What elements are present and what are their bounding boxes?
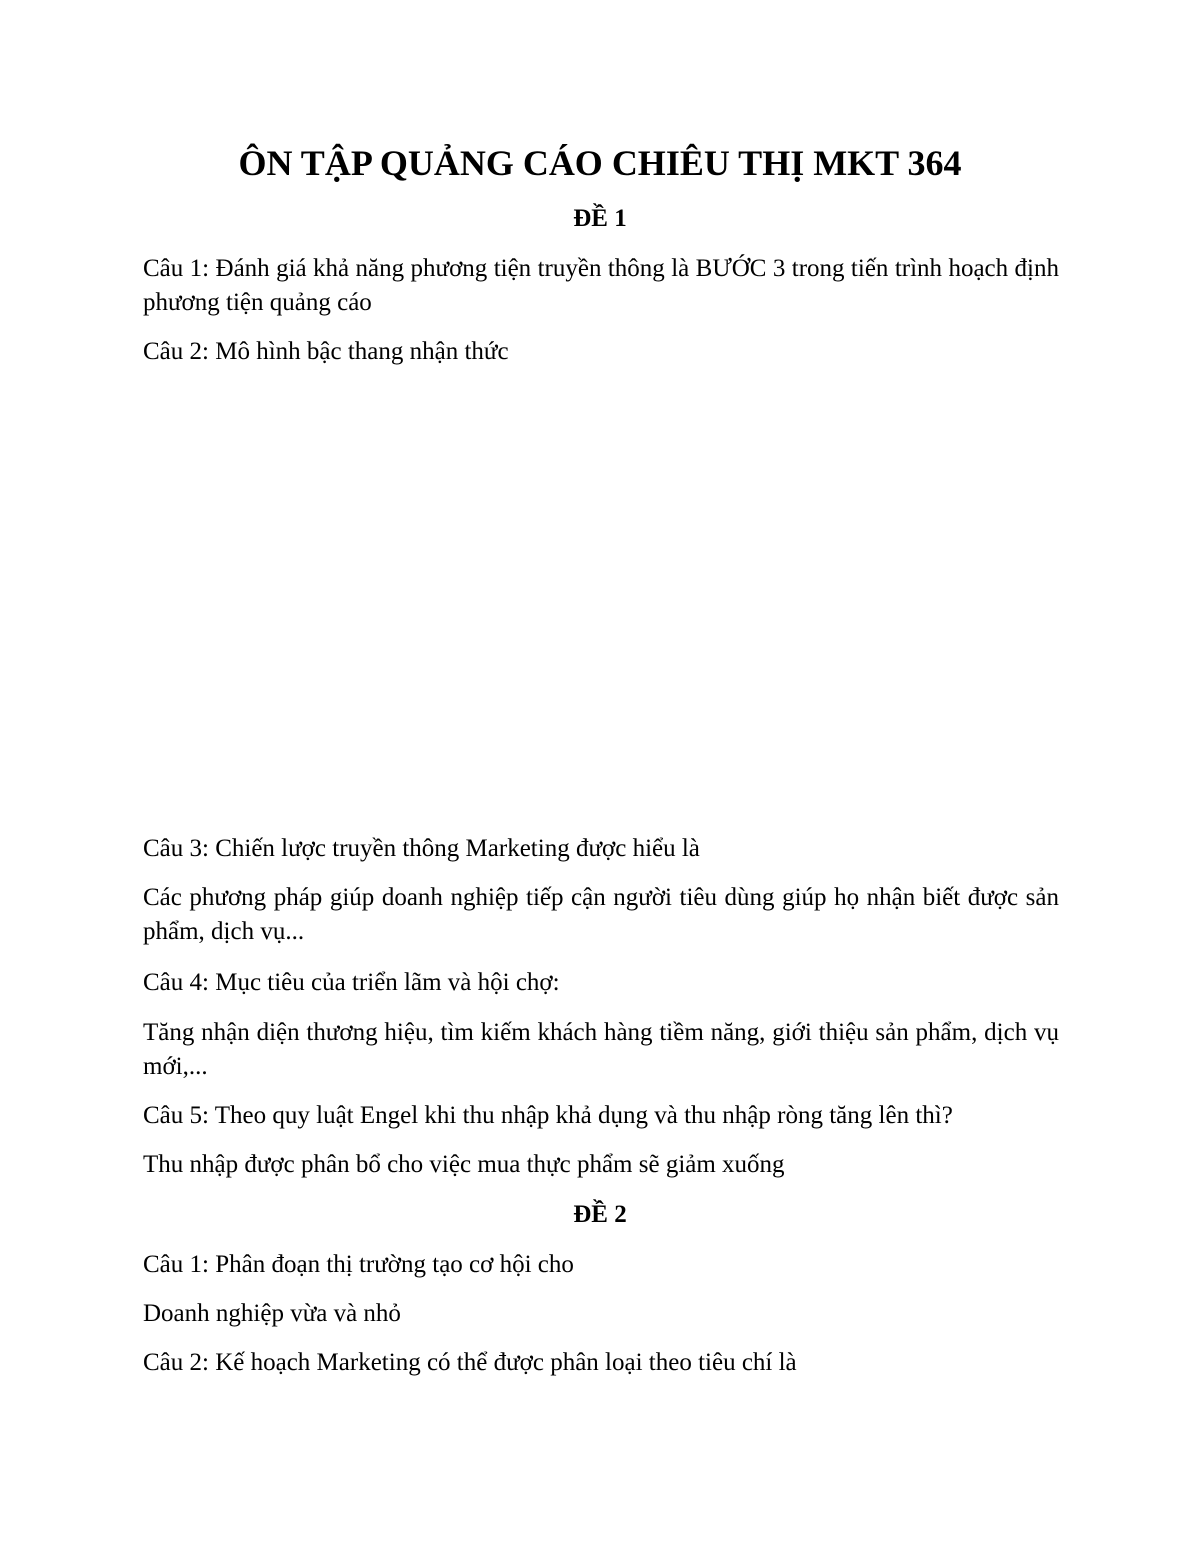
question-4: Câu 4: Mục tiêu của triển lãm và hội chợ: xyxy=(143,969,560,996)
question-3: Câu 3: Chiến lược truyền thông Marketing được hiểu là xyxy=(143,835,700,862)
question-2-1: Câu 1: Phân đoạn thị trường tạo cơ hội cho xyxy=(143,1251,574,1278)
answer-2-1: Doanh nghiệp vừa và nhỏ xyxy=(143,1300,401,1327)
document-title: ÔN TẬP QUẢNG CÁO CHIÊU THỊ MKT 364 xyxy=(238,143,962,183)
answer-5: Thu nhập được phân bổ cho việc mua thực phẩm sẽ giảm xuống xyxy=(143,1151,785,1178)
question-1: Câu 1: Đánh giá khả năng phương tiện truyền thông là BƯỚC 3 trong tiến trình hoạch định phương tiện quảng cáo xyxy=(143,255,1059,316)
question-5: Câu 5: Theo quy luật Engel khi thu nhập khả dụng và thu nhập ròng tăng lên thì? xyxy=(143,1102,953,1129)
section-heading-de-2: ĐỀ 2 xyxy=(573,1201,627,1228)
answer-4: Tăng nhận diện thương hiệu, tìm kiếm khách hàng tiềm năng, giới thiệu sản phẩm, dịch vụ mới,... xyxy=(143,1019,1059,1080)
answer-3: Các phương pháp giúp doanh nghiệp tiếp cận người tiêu dùng giúp họ nhận biết được sản phẩm, dịch vụ... xyxy=(143,884,1059,945)
question-2-2: Câu 2: Kế hoạch Marketing có thể được phân loại theo tiêu chí là xyxy=(143,1349,797,1376)
section-heading-de-1: ĐỀ 1 xyxy=(573,205,627,232)
question-2: Câu 2: Mô hình bậc thang nhận thức xyxy=(143,338,509,365)
